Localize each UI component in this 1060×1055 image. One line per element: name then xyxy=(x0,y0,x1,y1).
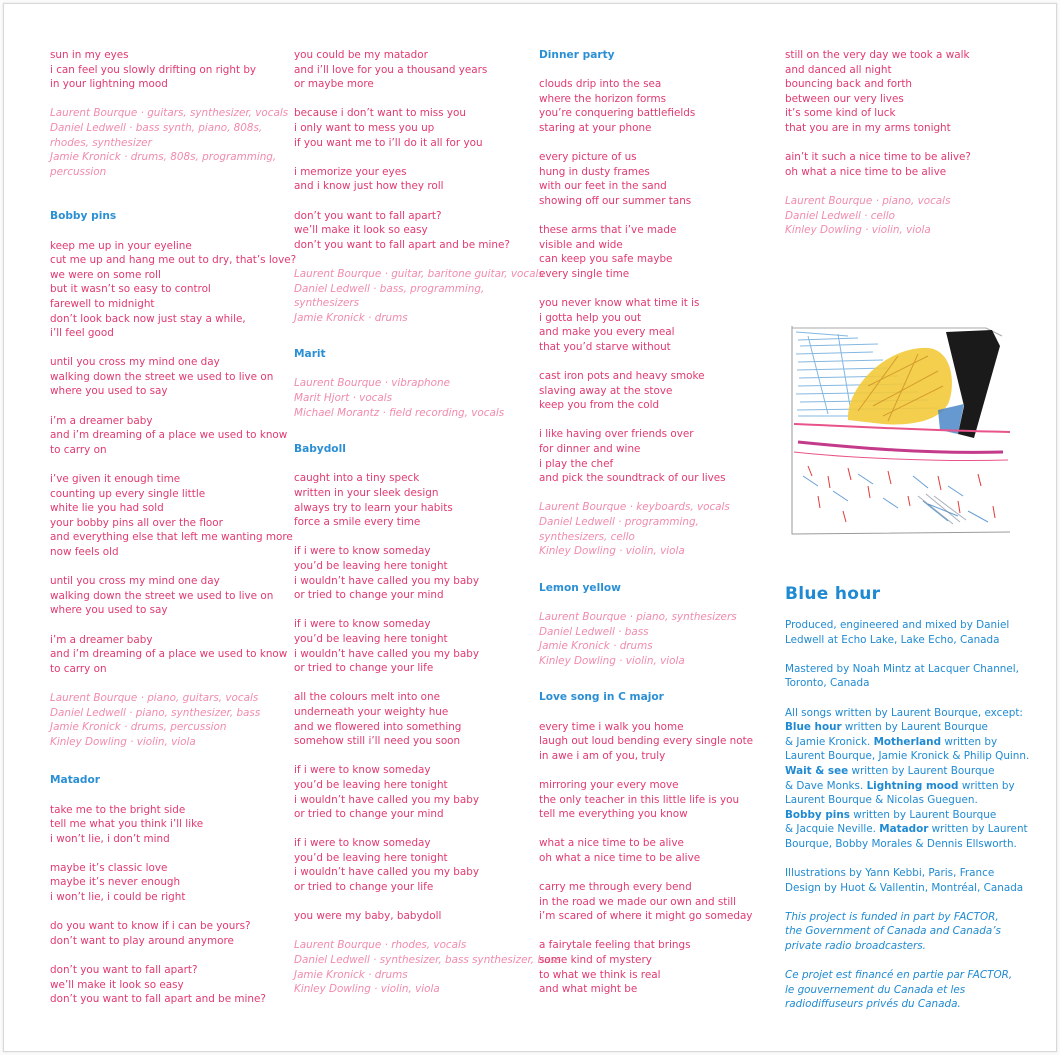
lyric-line: sun in my eyes xyxy=(50,49,129,61)
lyric-line: we’ll make it look so easy xyxy=(294,224,428,237)
lyric-line: i’ve given it enough time xyxy=(50,473,181,486)
lyric-line: you could be my matador xyxy=(294,49,428,61)
lyric-line: where the horizon forms xyxy=(539,92,667,105)
credit-line: Kinley Dowling · violin, viola xyxy=(294,983,440,996)
lyrics-block xyxy=(50,48,282,92)
lyric-line: with our feet in the sand xyxy=(539,180,667,193)
lyric-line: walking down the street we used to live on xyxy=(50,370,274,383)
lyric-line: visible and wide xyxy=(539,238,623,251)
song-marit xyxy=(294,347,526,420)
info-line: & Jacquie Neville. Matador written by Laurent xyxy=(785,823,1028,836)
funding-line: This project is funded in part by FACTOR, xyxy=(785,910,999,923)
song-babydoll xyxy=(294,442,562,997)
lyric-line: still on the very day we took a walk xyxy=(785,49,970,61)
lyric-line: i wouldn’t have called you my baby xyxy=(294,793,479,806)
lyric-line: somehow still i’ll need you soon xyxy=(294,735,461,748)
album-title: Blue hour xyxy=(785,584,881,604)
song-fragment xyxy=(50,48,289,179)
lyric-line: don’t you want to fall apart? xyxy=(50,964,198,977)
column-3 xyxy=(539,48,771,1033)
lyric-line: and we flowered into something xyxy=(294,720,462,733)
lyric-line: cast iron pots and heavy smoke xyxy=(539,370,705,383)
lyric-line: every single time xyxy=(539,267,630,280)
lyric-line: that you are in my arms tonight xyxy=(785,121,951,134)
lyric-line: for dinner and wine xyxy=(539,443,641,456)
lyric-line: or tried to change your mind xyxy=(294,589,444,602)
album-illustration xyxy=(788,326,1012,538)
lyric-line: maybe it’s classic love xyxy=(50,861,168,874)
lyric-line: you’d be leaving here tonight xyxy=(294,851,448,864)
credit-line: Jamie Kronick · drums, percussion xyxy=(50,721,227,734)
lyric-line: oh what a nice time to be alive xyxy=(539,851,701,864)
credit-line: synthesizers, cello xyxy=(539,530,635,543)
lyric-line: force a smile every time xyxy=(294,516,421,529)
lyric-line: tell me what you think i’ll like xyxy=(50,818,204,831)
lyric-line: these arms that i’ve made xyxy=(539,224,677,237)
lyric-line: carry me through every bend xyxy=(539,881,692,894)
credit-line: Daniel Ledwell · piano, synthesizer, bass xyxy=(50,706,261,719)
lyric-line: and i’m dreaming of a place we used to know xyxy=(50,429,288,442)
lyric-line: until you cross my mind one day xyxy=(50,575,220,588)
song-dinner-party xyxy=(539,48,771,559)
credits-block xyxy=(539,500,771,558)
info-line: & Jamie Kronick. Motherland written by xyxy=(785,735,998,748)
credit-line: Jamie Kronick · drums xyxy=(294,968,408,981)
song-bobby-pins xyxy=(50,209,297,749)
lyric-line: a fairytale feeling that brings xyxy=(539,939,691,952)
lyric-line: your bobby pins all over the floor xyxy=(50,516,223,529)
credit-line: Daniel Ledwell · cello xyxy=(785,209,896,222)
lyric-line: where you used to say xyxy=(50,385,168,398)
info-line: Laurent Bourque, Jamie Kronick & Philip Quinn. xyxy=(785,750,1030,763)
lyric-line: don’t you want to fall apart? xyxy=(294,209,442,222)
lyric-line: and danced all night xyxy=(785,63,892,76)
lyric-line: oh what a nice time to be alive xyxy=(785,165,947,178)
lyric-line: to carry on xyxy=(50,443,107,456)
credit-line: Marit Hjort · vocals xyxy=(294,392,393,405)
lyric-line: we’ll make it look so easy xyxy=(50,978,184,991)
lyric-line: counting up every single little xyxy=(50,487,206,500)
lyric-line: i’m a dreamer baby xyxy=(50,633,153,646)
production-credits xyxy=(785,618,1030,1012)
lyric-line: you’re conquering battlefields xyxy=(539,107,696,120)
lyrics-block xyxy=(539,720,771,1012)
lyric-line: you’d be leaving here tonight xyxy=(294,632,448,645)
lyric-line: tell me everything you know xyxy=(539,808,688,821)
lyric-line: showing off our summer tans xyxy=(539,194,692,207)
lyric-line: i gotta help you out xyxy=(539,311,642,324)
lyric-line: if you want me to i’ll do it all for you xyxy=(294,136,483,149)
lyric-line: i won’t lie, i could be right xyxy=(50,891,186,904)
credits-block xyxy=(50,691,282,749)
credit-line: Kinley Dowling · violin, viola xyxy=(539,545,685,558)
lyric-line: maybe it’s never enough xyxy=(50,876,181,889)
credit-line: Kinley Dowling · violin, viola xyxy=(785,224,931,237)
funding-line: the Government of Canada and Canada’s xyxy=(785,925,1001,938)
credit-line: Laurent Bourque · vibraphone xyxy=(294,377,450,390)
lyric-line: every time i walk you home xyxy=(539,720,684,733)
credit-line: Jamie Kronick · drums xyxy=(294,311,408,324)
credit-line: Kinley Dowling · violin, viola xyxy=(50,735,196,748)
lyric-line: now feels old xyxy=(50,546,119,558)
lyrics-block xyxy=(294,48,526,267)
lyric-line: ain’t it such a nice time to be alive? xyxy=(785,151,971,164)
info-line: Produced, engineered and mixed by Daniel xyxy=(785,619,1010,631)
lyric-line: take me to the bright side xyxy=(50,803,186,816)
credit-line: rhodes, synthesizer xyxy=(50,136,152,149)
funding-line: radiodiffuseurs privés du Canada. xyxy=(785,998,961,1011)
lyric-line: but it wasn’t so easy to control xyxy=(50,283,211,296)
credits-block xyxy=(539,610,771,668)
lyric-line: walking down the street we used to live on xyxy=(50,589,274,602)
credit-line: Michael Morantz · field recording, vocals xyxy=(294,406,505,419)
lyric-line: don’t want to play around anymore xyxy=(50,934,234,947)
info-line: All songs written by Laurent Bourque, except: xyxy=(785,706,1023,719)
credit-line: Daniel Ledwell · bass xyxy=(539,625,649,638)
lyric-line: in your lightning mood xyxy=(50,78,168,91)
lyric-line: staring at your phone xyxy=(539,121,652,134)
song-title: Love song in C major xyxy=(539,691,664,704)
lyric-line: i won’t lie, i don’t mind xyxy=(50,832,170,845)
lyric-line: until you cross my mind one day xyxy=(50,356,220,369)
lyric-line: the only teacher in this little life is you xyxy=(539,793,740,806)
lyric-line: if i were to know someday xyxy=(294,837,431,850)
song-title: Dinner party xyxy=(539,49,615,61)
song-title: Marit xyxy=(294,348,326,361)
lyrics-block xyxy=(539,77,771,500)
info-line: & Dave Monks. Lightning mood written by xyxy=(785,779,1015,792)
lyric-line: keep you from the cold xyxy=(539,399,660,412)
lyric-line: and everything else that left me wanting more xyxy=(50,531,293,544)
lyric-line: that you’d starve without xyxy=(539,340,671,353)
credit-line: Daniel Ledwell · bass, programming, xyxy=(294,282,485,295)
lyric-line: written in your sleek design xyxy=(294,487,439,500)
credits-block xyxy=(50,106,289,179)
lyric-line: you never know what time it is xyxy=(539,297,700,310)
lyric-line: don’t you want to fall apart and be mine? xyxy=(294,238,510,251)
credit-line: Laurent Bourque · guitars, synthesizer, vocals xyxy=(50,107,289,120)
lyric-sheet xyxy=(3,3,1057,1052)
lyric-line: i’ll feel good xyxy=(50,327,114,340)
credit-line: Laurent Bourque · piano, guitars, vocals xyxy=(50,691,259,704)
lyric-line: and i know just how they roll xyxy=(294,180,444,193)
lyrics-block xyxy=(50,239,297,691)
credit-line: Jamie Kronick · drums xyxy=(539,640,653,653)
lyric-line: caught into a tiny speck xyxy=(294,472,420,485)
column-1 xyxy=(50,48,297,1043)
lyric-line: i play the chef xyxy=(539,457,614,470)
lyric-line: or tried to change your life xyxy=(294,662,434,675)
info-line: Illustrations by Yann Kebbi, Paris, France xyxy=(785,867,995,880)
lyric-line: we were on some roll xyxy=(50,268,161,281)
credit-line: Laurent Bourque · keyboards, vocals xyxy=(539,501,730,514)
lyric-line: i like having over friends over xyxy=(539,428,694,441)
lyric-line: do you want to know if i can be yours? xyxy=(50,920,251,933)
credit-line: Laurent Bourque · piano, vocals xyxy=(785,194,951,207)
lyric-line: between our very lives xyxy=(785,92,904,105)
lyric-line: bouncing back and forth xyxy=(785,78,913,91)
lyric-line: where you used to say xyxy=(50,604,168,617)
song-title: Matador xyxy=(50,774,100,787)
lyric-line: i only want to mess you up xyxy=(294,121,435,134)
lyric-line: i can feel you slowly drifting on right by xyxy=(50,63,257,76)
lyrics-block xyxy=(294,471,526,938)
lyric-line: in awe i am of you, truly xyxy=(539,749,666,762)
song-fragment xyxy=(785,48,1021,238)
album-info xyxy=(785,584,1030,1012)
lyrics-block xyxy=(785,48,1021,194)
song-title: Lemon yellow xyxy=(539,581,621,594)
song-love-song-c-major xyxy=(539,690,771,1011)
column-2 xyxy=(294,48,562,1019)
song-title: Bobby pins xyxy=(50,210,117,223)
credit-line: Laurent Bourque · guitar, baritone guitar, vocals xyxy=(294,267,544,280)
credit-line: Jamie Kronick · drums, 808s, programming, xyxy=(50,151,277,164)
lyric-line: you’d be leaving here tonight xyxy=(294,560,448,572)
funding-line: Ce projet est financé en partie par FACTOR, xyxy=(785,969,1013,982)
lyric-line: because i don’t want to miss you xyxy=(294,107,466,120)
lyric-line: clouds drip into the sea xyxy=(539,78,662,91)
lyric-line: i wouldn’t have called you my baby xyxy=(294,647,479,660)
credit-line: Laurent Bourque · rhodes, vocals xyxy=(294,939,467,952)
column-4 xyxy=(785,48,1021,260)
info-line: Wait & see written by Laurent Bourque xyxy=(785,764,995,777)
lyric-line: all the colours melt into one xyxy=(294,691,441,704)
lyric-line: i wouldn’t have called you my baby xyxy=(294,866,479,879)
credits-block xyxy=(294,267,544,325)
info-line: Blue hour written by Laurent Bourque xyxy=(785,721,988,734)
lyric-line: if i were to know someday xyxy=(294,764,431,777)
lyric-line: it’s some kind of luck xyxy=(785,107,896,120)
lyric-line: or maybe more xyxy=(294,78,374,91)
credit-line: Kinley Dowling · violin, viola xyxy=(539,654,685,667)
lyric-line: and i’ll love for you a thousand years xyxy=(294,63,488,76)
lyric-line: some kind of mystery xyxy=(539,954,652,967)
lyric-line: and pick the soundtrack of our lives xyxy=(539,472,726,485)
lyric-line: i’m a dreamer baby xyxy=(50,414,153,427)
lyric-line: and i’m dreaming of a place we used to know xyxy=(50,648,288,661)
funding-line: le gouvernement du Canada et les xyxy=(785,983,966,996)
info-line: Ledwell at Echo Lake, Lake Echo, Canada xyxy=(785,633,1000,646)
info-line: Mastered by Noah Mintz at Lacquer Channel, xyxy=(785,662,1019,675)
lyric-line: always try to learn your habits xyxy=(294,501,453,514)
lyric-line: laugh out loud bending every single note xyxy=(539,735,754,748)
lyric-line: mirroring your every move xyxy=(539,778,679,791)
info-line: Toronto, Canada xyxy=(785,677,870,690)
credits-block xyxy=(294,938,562,996)
lyric-line: underneath your weighty hue xyxy=(294,705,449,718)
credit-line: Daniel Ledwell · programming, xyxy=(539,516,699,528)
lyric-line: or tried to change your mind xyxy=(294,808,444,821)
credit-line: Daniel Ledwell · synthesizer, bass synthesizer, bass xyxy=(294,954,562,967)
info-line: Laurent Bourque & Nicolas Gueguen. xyxy=(785,794,978,807)
lyric-line: every picture of us xyxy=(539,151,637,164)
lyric-line: i memorize your eyes xyxy=(294,165,407,178)
lyric-line: you were my baby, babydoll xyxy=(294,910,442,923)
lyric-line: you’d be leaving here tonight xyxy=(294,778,448,791)
lyric-line: keep me up in your eyeline xyxy=(50,239,192,252)
info-line: Design by Huot & Vallentin, Montréal, Canada xyxy=(785,881,1024,894)
lyric-line: if i were to know someday xyxy=(294,618,431,631)
song-lemon-yellow xyxy=(539,581,771,669)
lyric-line: if i were to know someday xyxy=(294,545,431,558)
credit-line: Laurent Bourque · piano, synthesizers xyxy=(539,610,737,623)
info-line: Bourque, Bobby Morales & Dennis Ellsworth. xyxy=(785,837,1017,850)
song-fragment xyxy=(294,48,544,325)
lyric-line: or tried to change your life xyxy=(294,881,434,894)
lyric-line: white lie you had sold xyxy=(50,502,164,515)
lyric-line: don’t you want to fall apart and be mine? xyxy=(50,993,266,1006)
credit-line: synthesizers xyxy=(294,297,360,310)
lyric-line: don’t look back now just stay a while, xyxy=(50,312,246,325)
lyric-line: in the road we made our own and still xyxy=(539,895,737,908)
song-title: Babydoll xyxy=(294,443,346,456)
lyric-line: and what might be xyxy=(539,983,638,996)
lyric-line: slaving away at the stove xyxy=(539,384,673,397)
credits-block xyxy=(785,194,1021,238)
credit-line: percussion xyxy=(50,165,107,178)
lyric-line: i wouldn’t have called you my baby xyxy=(294,574,479,587)
credit-line: Daniel Ledwell · bass synth, piano, 808s, xyxy=(50,121,263,134)
lyrics-block xyxy=(50,803,282,1022)
lyric-line: and make you every meal xyxy=(539,326,675,339)
lyric-line: to what we think is real xyxy=(539,968,661,981)
lyric-line: i’m scared of where it might go someday xyxy=(539,910,753,923)
song-matador xyxy=(50,773,282,1021)
funding-line: private radio broadcasters. xyxy=(785,940,926,953)
lyric-line: farewell to midnight xyxy=(50,297,155,310)
lyric-line: what a nice time to be alive xyxy=(539,837,684,850)
lyric-line: can keep you safe maybe xyxy=(539,253,673,266)
credits-block xyxy=(294,376,526,420)
lyric-line: cut me up and hang me out to dry, that’s love? xyxy=(50,254,297,267)
lyric-line: to carry on xyxy=(50,662,107,675)
info-line: Bobby pins written by Laurent Bourque xyxy=(785,808,997,821)
lyric-line: hung in dusty frames xyxy=(539,165,650,178)
